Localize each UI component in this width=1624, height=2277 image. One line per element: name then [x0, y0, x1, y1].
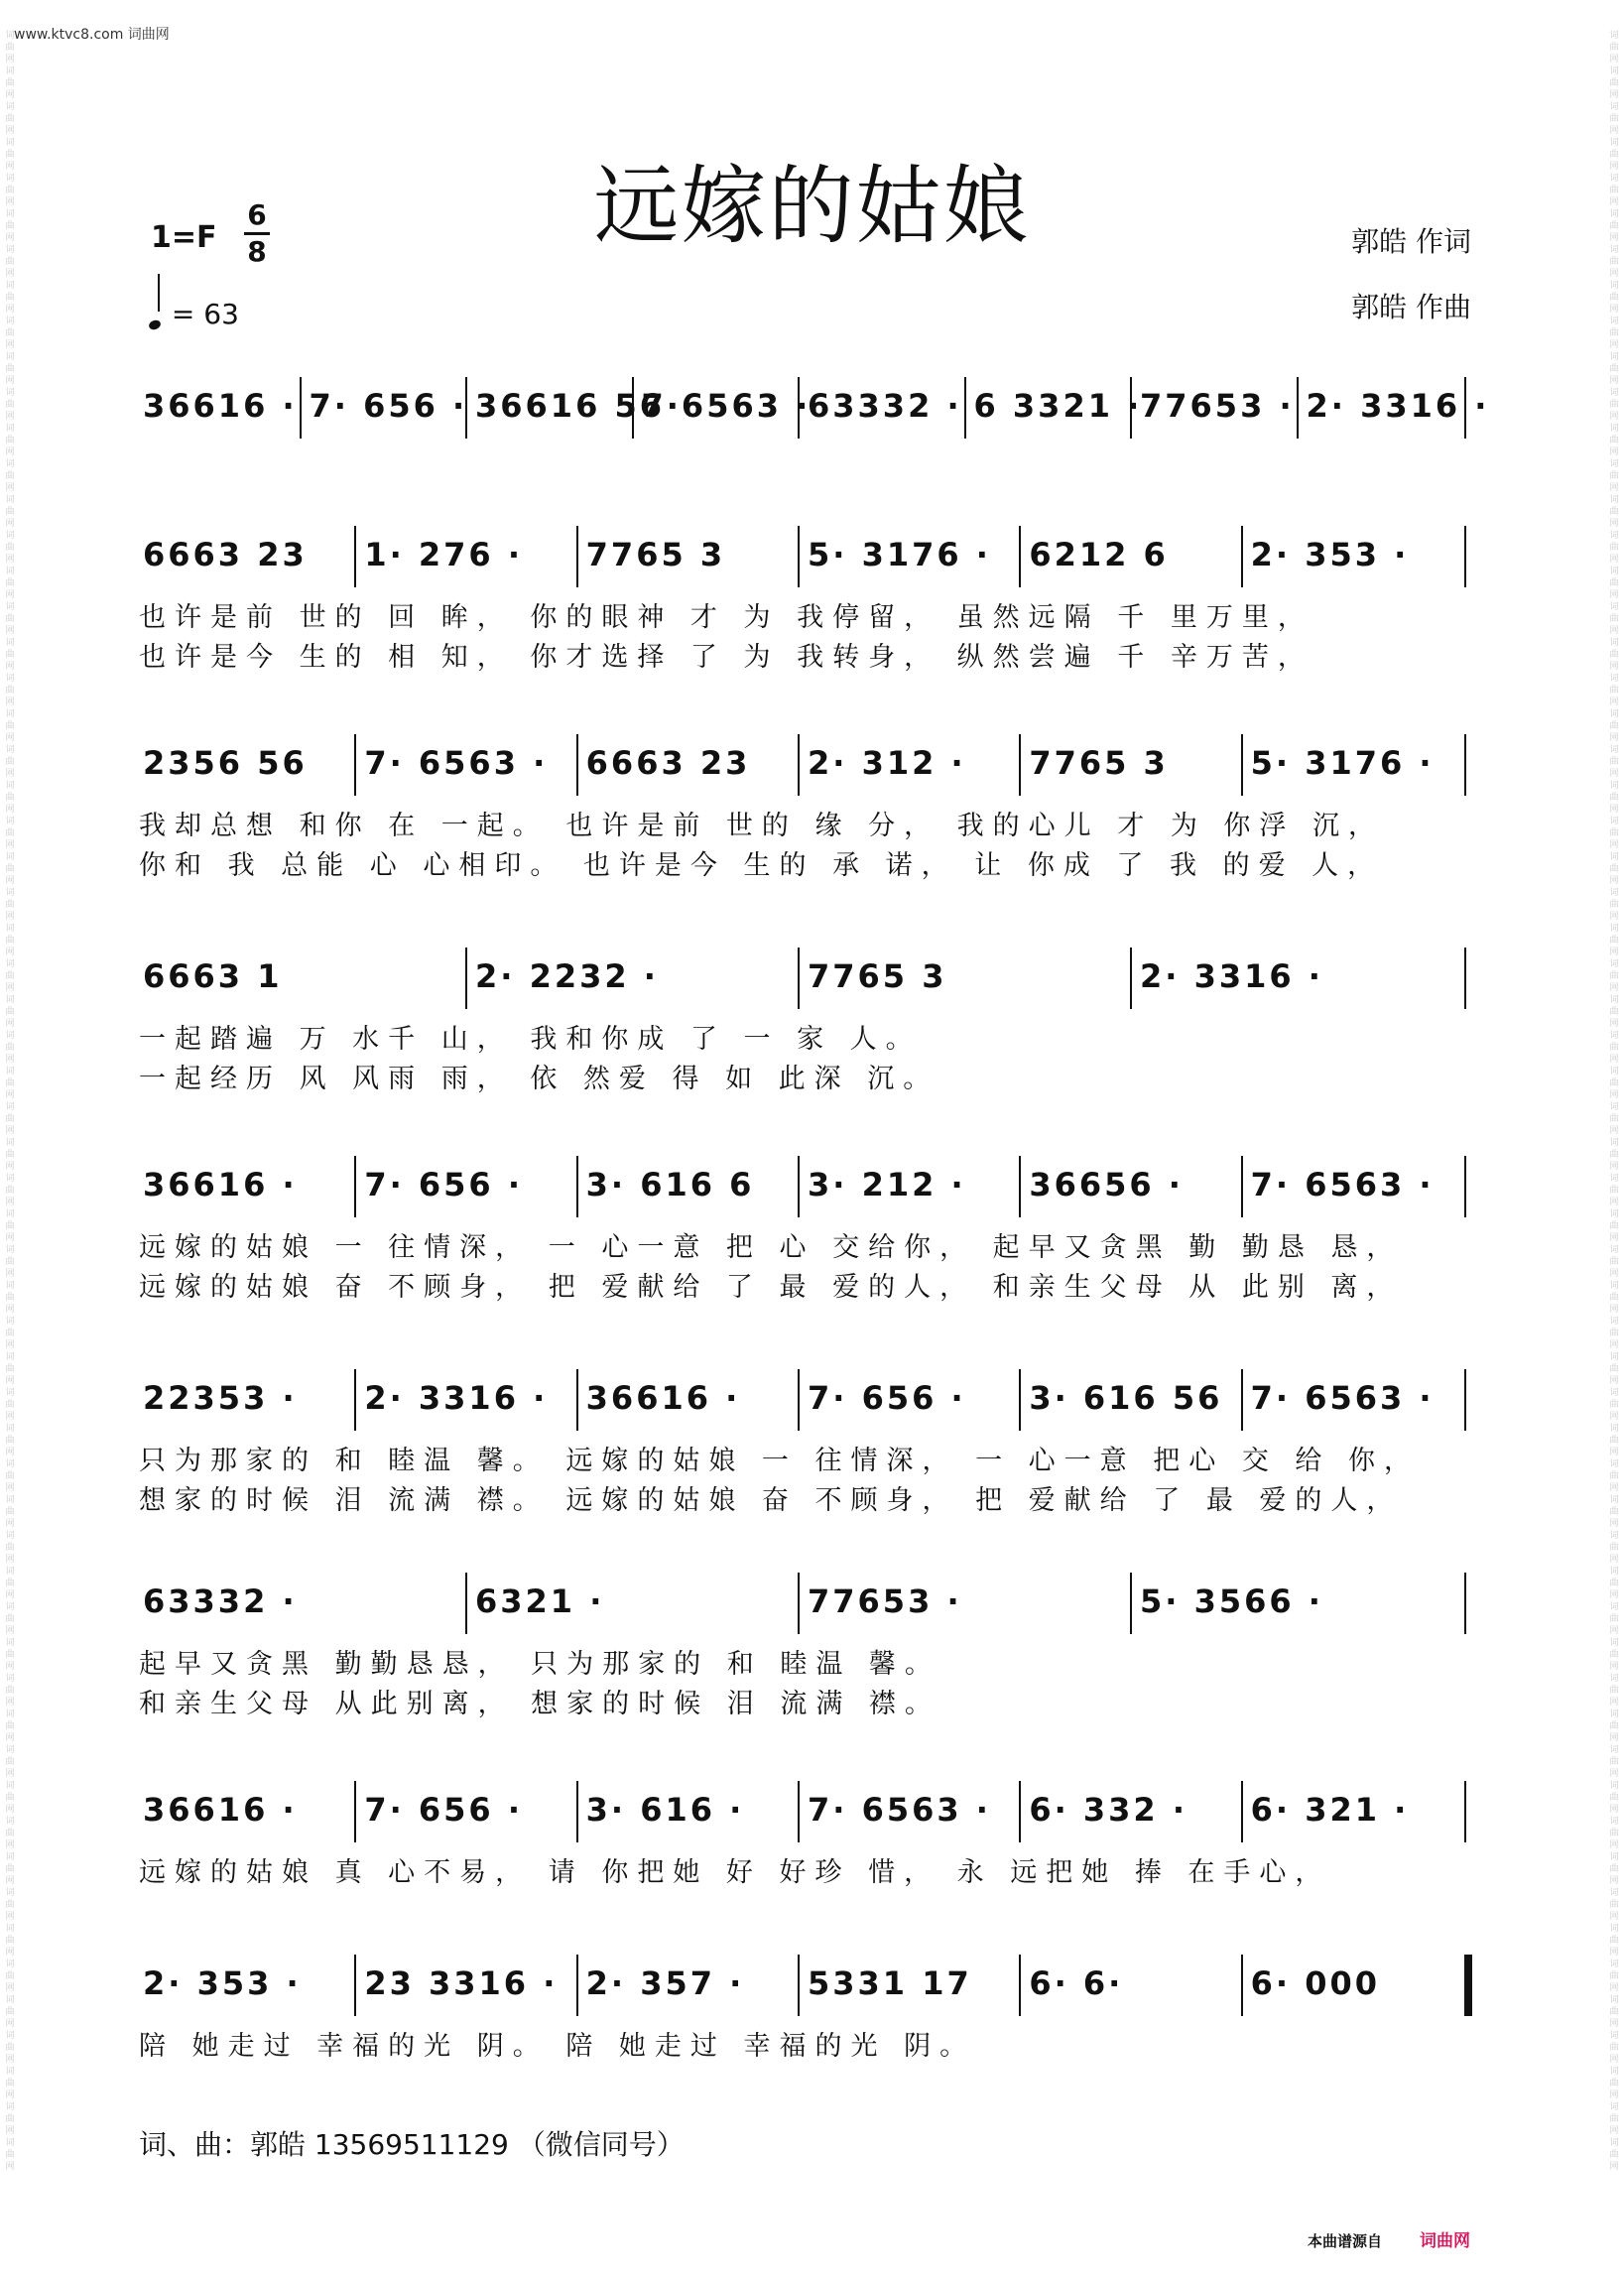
measure: 3· 616 6 [585, 1166, 755, 1203]
barline [1464, 1156, 1466, 1217]
measure: 7· 6563 · [1250, 1379, 1435, 1417]
lyric-line [139, 2064, 1468, 2103]
measure: 36616 · [143, 1166, 298, 1203]
measure: 22353 · [143, 1379, 298, 1417]
barline [798, 734, 800, 796]
barline [1464, 1573, 1466, 1634]
music-system [139, 377, 1490, 526]
barline [1297, 377, 1299, 439]
measure: 2· 3316 · [364, 1379, 549, 1417]
barline [798, 1369, 800, 1431]
barline [1019, 1156, 1021, 1217]
measure: 6· 321 · [1250, 1791, 1410, 1829]
music-system [139, 1156, 1468, 1305]
barline [1241, 1156, 1243, 1217]
song-title: 远嫁的姑娘 [593, 157, 1031, 256]
measure: 5331 17 [808, 1964, 972, 2002]
music-system [139, 1369, 1468, 1518]
measure: 3· 616 · [585, 1791, 745, 1829]
footer-contact: 词、曲：郭皓 13569511129 （微信同号） [139, 2128, 685, 2161]
measure: 7· 656 · [808, 1379, 966, 1417]
measure: 1· 276 · [364, 536, 523, 573]
barline [354, 734, 356, 796]
staff-line [139, 1781, 1468, 1850]
barline [354, 526, 356, 587]
barline [576, 1156, 578, 1217]
barline [576, 526, 578, 587]
barline [1241, 1781, 1243, 1842]
measure: 2· 3316 · [1140, 957, 1323, 995]
source-credit [1308, 2226, 1470, 2251]
lyricist-credit: 郭皓 作词 [1351, 225, 1471, 258]
measure: 6· 332 · [1029, 1791, 1187, 1829]
lyric-line: 起早又贪黑 勤勤恳恳， 只为那家的 和 睦温 馨。 [139, 1649, 940, 1680]
barline [1130, 1573, 1132, 1634]
measure: 7· 6563 · [808, 1791, 991, 1829]
barline [1019, 1369, 1021, 1431]
barline [576, 734, 578, 796]
barline [798, 1573, 800, 1634]
measure: 2356 56 [143, 744, 308, 782]
staff-line [139, 377, 1490, 446]
measure: 36656 · [1029, 1166, 1184, 1203]
measure: 2· 353 · [143, 1964, 302, 2002]
music-system [139, 948, 1468, 1096]
lyric-line: 远嫁的姑娘 奋 不顾身， 把 爱献给 了 最 爱的人， 和亲生父母 从 此别 离， [139, 1272, 1403, 1303]
lyric-line: 也许是前 世的 回 眸， 你的眼神 才 为 我停留， 虽然远隔 千 里万里， [139, 602, 1313, 633]
staff-line [139, 1573, 1468, 1642]
lyric-line: 你和 我 总能 心 心相印。 也许是今 生的 承 诺， 让 你成 了 我 的爱 人， [139, 850, 1384, 881]
key-signature: 1=F [151, 220, 217, 255]
barline [354, 1369, 356, 1431]
music-system [139, 526, 1468, 675]
source-label: 本曲谱源自 [1307, 2232, 1382, 2250]
barline [1019, 734, 1021, 796]
barline [465, 948, 467, 1009]
measure: 6 3321 · [973, 387, 1143, 425]
measure: 7· 656 · [309, 387, 468, 425]
measure: 7765 3 [808, 957, 947, 995]
music-system [139, 1573, 1468, 1721]
measure: 36616 · [143, 1791, 298, 1829]
barline [300, 377, 302, 439]
lyric-line: 和亲生父母 从此别离， 想家的时候 泪 流满 襟。 [139, 1689, 940, 1719]
barline [798, 948, 800, 1009]
side-watermark-left: 词曲网词曲网词曲网词曲网词曲网词曲网词曲网词曲网词曲网词曲网词曲网词曲网词曲网词曲网词曲网词曲网词曲网词曲网词曲网词曲网词曲网词曲网词曲网词曲网词曲网词曲网词曲网词曲网词曲网词曲网词曲网词曲网词曲网词曲网词曲网词曲网词曲网词曲网词曲网词曲网词曲网词曲网词曲网词曲网词曲网词曲网词曲网词曲网词曲网词曲网词曲网词曲网词曲网词曲网词曲网词曲网词曲网词曲网词曲网词曲网 [5, 31, 15, 2172]
barline [1019, 1781, 1021, 1842]
measure: 23 3316 · [364, 1964, 559, 2002]
time-signature-top: 6 [247, 198, 267, 231]
measure: 7765 3 [1029, 744, 1169, 782]
staff-line [139, 734, 1468, 804]
lyric-line: 也许是今 生的 相 知， 你才选择 了 为 我转身， 纵然尝遍 千 辛万苦， [139, 642, 1313, 673]
barline [1241, 526, 1243, 587]
measure: 2· 312 · [808, 744, 966, 782]
measure: 2· 357 · [585, 1964, 745, 2002]
staff-line [139, 1955, 1468, 2024]
measure: 5· 3176 · [1250, 744, 1435, 782]
measure: 7· 6563 · [1250, 1166, 1435, 1203]
barline [1464, 1781, 1466, 1842]
measure: 2· 3316 · [1306, 387, 1490, 425]
lyric-line [139, 486, 1468, 526]
barline [576, 1955, 578, 2016]
lyric-line [139, 1890, 1468, 1930]
barline [1464, 1369, 1466, 1431]
measure: 2· 2232 · [475, 957, 659, 995]
barline [964, 377, 966, 439]
music-system [139, 1781, 1468, 1930]
tempo-marking [149, 286, 239, 330]
side-watermark-right: 词曲网词曲网词曲网词曲网词曲网词曲网词曲网词曲网词曲网词曲网词曲网词曲网词曲网词曲网词曲网词曲网词曲网词曲网词曲网词曲网词曲网词曲网词曲网词曲网词曲网词曲网词曲网词曲网词曲网词曲网词曲网词曲网词曲网词曲网词曲网词曲网词曲网词曲网词曲网词曲网词曲网词曲网词曲网词曲网词曲网词曲网词曲网词曲网词曲网词曲网词曲网词曲网词曲网词曲网词曲网词曲网词曲网词曲网词曲网词曲网 [1609, 31, 1619, 2172]
site-watermark: www.ktvc8.com 词曲网 [14, 27, 170, 43]
measure: 63332 · [808, 387, 962, 425]
measure: 36616 56 [475, 387, 665, 425]
composer-credit: 郭皓 作曲 [1351, 291, 1471, 323]
music-system [139, 1955, 1468, 2103]
barline [576, 1369, 578, 1431]
measure: 5· 3566 · [1140, 1582, 1323, 1620]
lyric-line: 我却总想 和你 在 一起。 也许是前 世的 缘 分， 我的心儿 才 为 你浮 沉， [139, 811, 1384, 841]
barline [465, 377, 467, 439]
measure: 3· 212 · [808, 1166, 966, 1203]
barline [465, 1573, 467, 1634]
measure: 7· 656 · [364, 1166, 523, 1203]
measure: 77653 · [808, 1582, 962, 1620]
barline [1241, 734, 1243, 796]
lyric-line: 只为那家的 和 睦温 馨。 远嫁的姑娘 一 往情深， 一 心一意 把心 交 给 你， [139, 1446, 1420, 1476]
barline [1130, 948, 1132, 1009]
measure: 5· 3176 · [808, 536, 991, 573]
measure: 3· 616 56 [1029, 1379, 1223, 1417]
barline [354, 1955, 356, 2016]
lyric-line [139, 446, 1468, 486]
lyric-line: 想家的时候 泪 流满 襟。 远嫁的姑娘 奋 不顾身， 把 爱献给 了 最 爱的人， [139, 1485, 1403, 1516]
tempo-value: = 63 [171, 298, 239, 330]
barline [1130, 377, 1132, 439]
measure: 6663 23 [143, 536, 308, 573]
barline [1241, 1369, 1243, 1431]
music-system [139, 734, 1468, 883]
lyric-line: 远嫁的姑娘 一 往情深， 一 心一意 把 心 交给你， 起早又贪黑 勤 勤恳 恳， [139, 1232, 1403, 1263]
staff-line [139, 1369, 1468, 1439]
staff-line [139, 948, 1468, 1017]
barline [1464, 948, 1466, 1009]
barline [798, 526, 800, 587]
barline [354, 1156, 356, 1217]
measure: 6212 6 [1029, 536, 1169, 573]
measure: 7·6563 · [641, 387, 812, 425]
barline [354, 1781, 356, 1842]
lyric-line: 陪 她走过 幸福的光 阴。 陪 她走过 幸福的光 阴。 [139, 2031, 976, 2062]
barline [798, 377, 800, 439]
measure: 63332 · [143, 1582, 298, 1620]
barline [798, 1156, 800, 1217]
measure: 6· 6· [1029, 1964, 1124, 2002]
staff-line [139, 1156, 1468, 1225]
time-signature [244, 200, 270, 267]
lyric-line: 一起踏遍 万 水千 山， 我和你成 了 一 家 人。 [139, 1024, 922, 1055]
quarter-note-icon [148, 318, 162, 331]
barline [1464, 734, 1466, 796]
staff-line [139, 526, 1468, 595]
barline [1464, 377, 1466, 439]
lyric-line: 远嫁的姑娘 真 心不易， 请 你把她 好 好珍 惜， 永 远把她 捧 在手心， [139, 1857, 1331, 1888]
barline [632, 377, 634, 439]
barline [1464, 526, 1466, 587]
source-brand: 词曲网 [1420, 2231, 1470, 2251]
barline [798, 1781, 800, 1842]
measure: 6663 1 [143, 957, 283, 995]
measure: 7· 6563 · [364, 744, 549, 782]
measure: 6663 23 [585, 744, 751, 782]
barline [1241, 1955, 1243, 2016]
measure: 2· 353 · [1250, 536, 1410, 573]
measure: 36616 · [585, 1379, 741, 1417]
measure: 77653 · [1140, 387, 1295, 425]
measure: 36616 · [143, 387, 298, 425]
barline [798, 1955, 800, 2016]
measure: 6· 000 [1250, 1964, 1381, 2002]
barline [1019, 526, 1021, 587]
lyric-line: 一起经历 风 风雨 雨， 依 然爱 得 如 此深 沉。 [139, 1064, 939, 1094]
measure: 7765 3 [585, 536, 726, 573]
barline [1019, 1955, 1021, 2016]
measure: 7· 656 · [364, 1791, 523, 1829]
time-signature-bottom: 8 [247, 235, 267, 268]
final-barline [1464, 1955, 1472, 2016]
measure: 6321 · [475, 1582, 605, 1620]
barline [576, 1781, 578, 1842]
